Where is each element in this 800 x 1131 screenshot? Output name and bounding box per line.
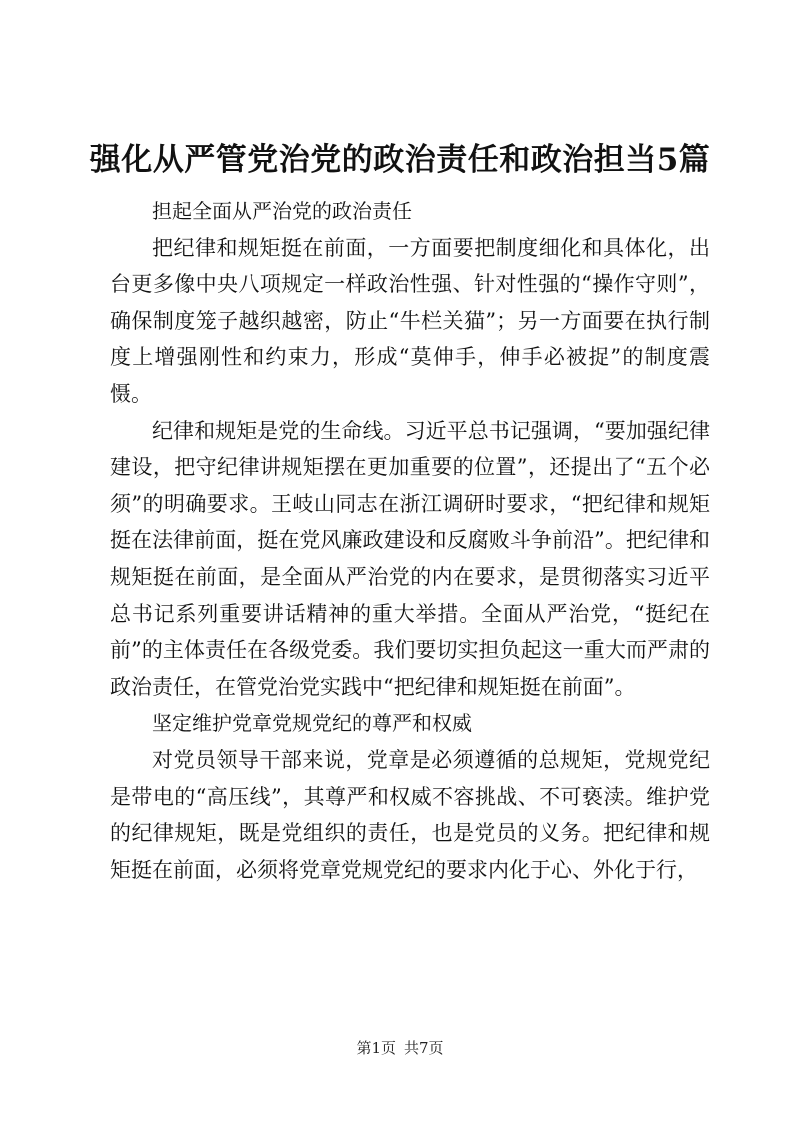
page-number: 第1页 [356, 1039, 396, 1057]
document-body [110, 193, 710, 888]
body-paragraph: 把纪律和规矩挺在前面，一方面要把制度细化和具体化，出台更多像中央八项规定一样政治性强、针对性强的“操作守则”，确保制度笼子越织越密，防止“牛栏关猫”；另一方面要在执行制度上增强刚性和约束力，形成“莫伸手，伸手必被捉”的制度震慑。 [110, 235, 710, 406]
page-total: 共7页 [404, 1039, 444, 1057]
body-paragraph: 纪律和规矩是党的生命线。习近平总书记强调，“要加强纪律建设，把守纪律讲规矩摆在更加重要的位置”，还提出了“五个必须”的明确要求。王岐山同志在浙江调研时要求，“把纪律和规矩挺在法律前面，挺在党风廉政建设和反腐败斗争前沿”。把纪律和规矩挺在前面，是全面从严治党的内在要求，是贯彻落实习近平总书记系列重要讲话精神的重大举措。全面从严治党，“挺纪在前”的主体责任在各级党委。我们要切实担负起这一重大而严肃的政治责任，在管党治党实践中“把纪律和规矩挺在前面”。 [110, 418, 710, 699]
page-footer [0, 1038, 800, 1058]
section-heading: 担起全面从严治党的政治责任 [152, 199, 412, 223]
section-heading: 坚定维护党章党规党纪的尊严和权威 [152, 711, 472, 736]
body-paragraph: 对党员领导干部来说，党章是必须遵循的总规矩，党规党纪是带电的“高压线”，其尊严和权威不容挑战、不可亵渎。维护党的纪律规矩，既是党组织的责任，也是党员的义务。把纪律和规矩挺在前面，必须将党章党规党纪的要求内化于心、外化于行， [110, 747, 710, 882]
document-title: 强化从严管党治党的政治责任和政治担当5篇 [89, 142, 711, 178]
